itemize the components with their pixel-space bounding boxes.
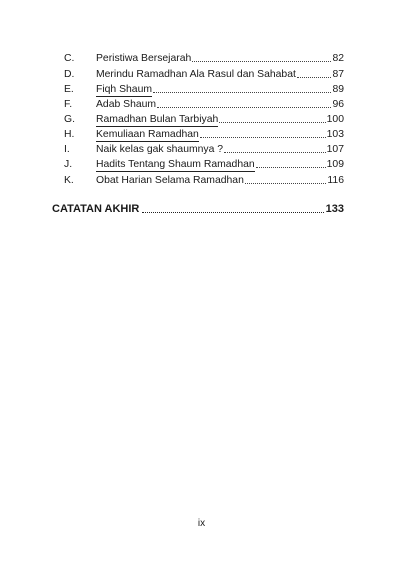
toc-entry-page: 116 [327,175,344,186]
toc-entry-i [64,142,344,157]
toc-entry-title: Obat Harian Selama Ramadhan [96,175,244,186]
toc-entry-g [64,112,344,127]
dot-leader [245,183,327,184]
toc-entry-title: Fiqh Shaum [96,84,153,95]
toc-entry-title: Naik kelas gak shaumnya ? [96,144,224,155]
toc-entry-f [64,97,344,112]
dot-leader [142,212,323,213]
dot-leader [153,92,331,93]
toc-entry-title: Ramadhan Bulan Tarbiyah [96,114,219,125]
dot-leader [219,122,325,123]
toc-entry-page: 103 [326,129,344,140]
toc-entry-page: 87 [332,69,344,80]
toc-section-title: CATATAN AKHIR [52,203,140,215]
toc-entry-letter: K. [64,175,74,186]
toc-entry-title: Merindu Ramadhan Ala Rasul dan Sahabat [96,69,296,80]
toc-entry-letter: C. [64,53,75,64]
dot-leader [200,137,326,138]
toc-entry-page: 109 [326,159,344,170]
toc-entry-letter: E. [64,84,74,95]
toc-entry-page: 82 [332,53,344,64]
toc-entry-letter: I. [64,144,70,155]
toc-entry-e [64,82,344,97]
toc-entry-title: Hadits Tentang Shaum Ramadhan [96,159,255,170]
toc-entry-letter: G. [64,114,75,125]
toc-entry-j [64,157,344,172]
toc-entry-page: 89 [332,84,344,95]
page-number: ix [197,518,206,529]
toc-entry-title: Peristiwa Bersejarah [96,53,192,64]
toc-entry-c [64,51,344,66]
toc-entry-page: 96 [332,99,344,110]
dot-leader [224,152,326,153]
toc-entry-letter: H. [64,129,75,140]
toc-entry-d [64,67,344,82]
dot-leader [256,167,326,168]
toc-entry-page: 100 [326,114,344,125]
dot-leader [297,77,332,78]
toc-entry-letter: J. [64,159,73,170]
toc-entry-letter: F. [64,99,73,110]
dot-leader [157,107,331,108]
toc-section-catatan-akhir [52,201,344,217]
toc-entry-letter: D. [64,69,75,80]
toc-section-page: 133 [325,203,344,215]
toc-entry-title: Adab Shaum [96,99,157,110]
toc-entry-k [64,173,344,188]
toc-entry-h [64,127,344,142]
toc-entry-page: 107 [326,144,344,155]
toc-entry-title: Kemuliaan Ramadhan [96,129,199,140]
dot-leader [192,61,331,62]
